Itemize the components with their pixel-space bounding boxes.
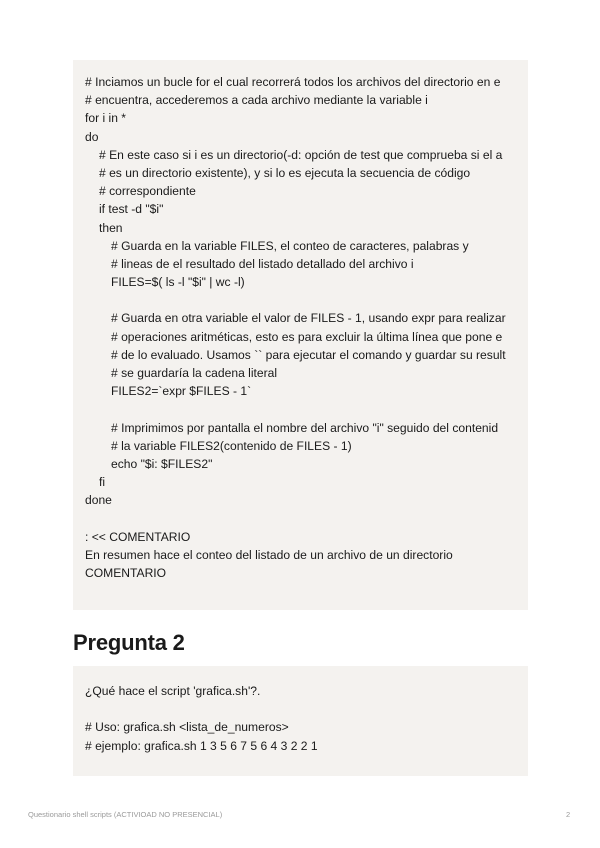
code-line: FILES=$( ls -l "$i" | wc -l) (111, 275, 245, 290)
blank-line (73, 291, 528, 309)
code-line: # correspondiente (99, 184, 196, 199)
code-line: # lineas de el resultado del listado detallado del archivo i (111, 256, 414, 271)
code-line: if test -d "$i" (99, 202, 164, 217)
code-line: # Guarda en la variable FILES, el conteo de caracteres, palabras y (111, 238, 469, 253)
footer-document-title: Questionario shell scripts (ACTIVIOAD NO PRESENCIAL) (28, 810, 223, 819)
code-line: # Inciamos un bucle for el cual recorrerá todos los archivos del directorio en e (85, 75, 501, 89)
code-line: # ejemplo: grafica.sh 1 3 5 6 7 5 6 4 3 2 2 1 (85, 738, 318, 753)
code-line: # En este caso si i es un directorio(-d: opción de test que comprueba si el a (99, 147, 503, 162)
code-line: En resumen hace el conteo del listado de un archivo de un directorio (85, 547, 453, 562)
code-line: for i in * (85, 111, 126, 126)
footer-page-number: 2 (566, 810, 571, 819)
code-line: do (85, 129, 99, 144)
code-block-script-1 (73, 60, 528, 610)
code-line: # la variable FILES2(contenido de FILES - 1) (111, 438, 352, 453)
code-line: : << COMENTARIO (85, 529, 191, 544)
code-line: # Imprimimos por pantalla el nombre del archivo "i" seguido del contenid (111, 420, 499, 435)
code-line: echo "$i: $FILES2" (111, 456, 213, 471)
code-line: # Uso: grafica.sh <lista_de_numeros> (85, 720, 289, 735)
code-line: then (99, 220, 123, 235)
blank-line (73, 400, 528, 418)
code-line: # Guarda en otra variable el valor de FILES - 1, usando expr para realizar (111, 311, 506, 326)
section-heading-pregunta-2: Pregunta 2 (73, 630, 185, 655)
code-line: # se guardaría la cadena literal (111, 366, 278, 380)
code-line: ¿Qué hace el script 'grafica.sh'?. (85, 684, 261, 698)
code-line: fi (99, 475, 106, 490)
code-line: FILES2=`expr $FILES - 1` (111, 384, 252, 399)
blank-line (73, 700, 528, 718)
code-line: # encuentra, accederemos a cada archivo mediante la variable i (85, 93, 428, 108)
code-line: done (85, 493, 112, 508)
code-block-question-2 (73, 666, 528, 776)
code-line: # de lo evaluado. Usamos `` para ejecutar el comando y guardar su result (111, 347, 506, 362)
code-line: # operaciones aritméticas, esto es para excluir la última línea que pone e (111, 329, 503, 344)
code-line: COMENTARIO (85, 566, 167, 581)
blank-line (73, 510, 528, 528)
code-line: # es un directorio existente), y si lo es ejecuta la secuencia de código (99, 165, 471, 180)
